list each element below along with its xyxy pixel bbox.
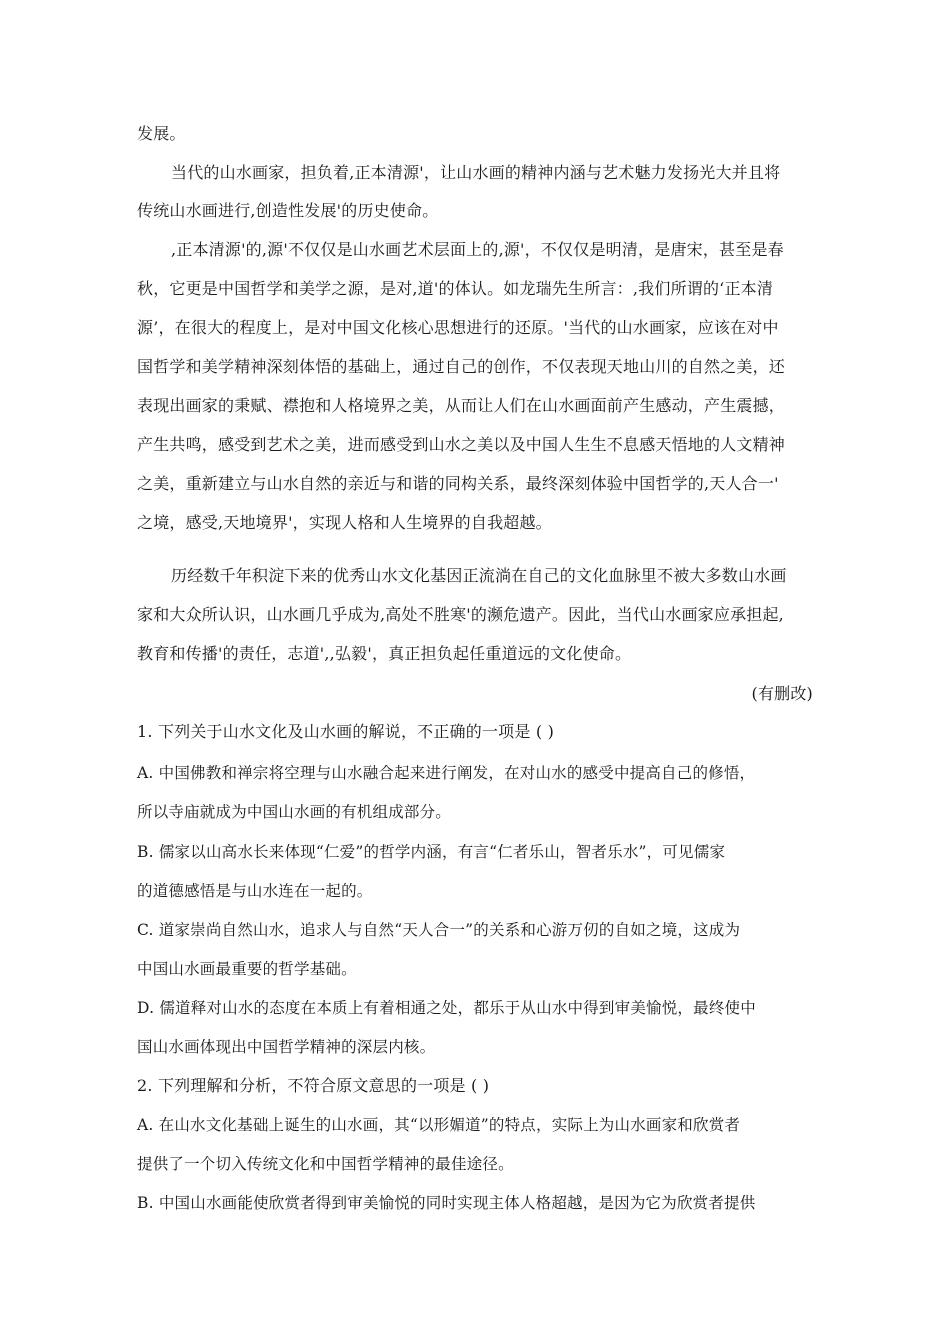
passage-line: 产生共鸣，感受到艺术之美，进而感受到山水之美以及中国人生生不息感天悟地的人文精神: [137, 435, 786, 454]
passage-line: 表现出画家的秉赋、襟抱和人格境界之美，从而让人们在山水画面前产生感动，产生震撼，: [137, 396, 786, 415]
passage-line: 传统山水画进行,创造性发展'的历史使命。: [137, 201, 439, 220]
passage-line: ,正本清源'的,源'不仅仅是山水画艺术层面上的,源'，不仅仅是明清，是唐宋，甚至是春: [171, 240, 784, 259]
passage-line: 历经数千年积淀下来的优秀山水文化基因正流淌在自己的文化血脉里不被大多数山水画: [171, 566, 787, 585]
passage-line: 家和大众所认识，山水画几乎成为,高处不胜寒'的濒危遗产。因此，当代山水画家应承担起,: [137, 605, 784, 624]
passage-line: 源’，在很大的程度上，是对中国文化核心思想进行的还原。'当代的山水画家，应该在对中: [137, 318, 779, 337]
question-stem: 2. 下列理解和分析，不符合原文意思的一项是 ( ): [137, 1076, 490, 1095]
option-d-line: D. 儒道释对山水的态度在本质上有着相通之处，都乐于从山水中得到审美愉悦，最终使中: [137, 999, 756, 1017]
option-c-line: C. 道家崇尚自然山水，追求人与自然“天人合一”的关系和心游万仞的自如之境，这成为: [137, 921, 741, 939]
passage-line: 之美，重新建立与山水自然的亲近与和谐的同构关系，最终深刻体验中国哲学的,天人合一': [137, 474, 779, 493]
passage-line: 当代的山水画家，担负着,正本清源'，让山水画的精神内涵与艺术魅力发扬光大并且将: [171, 163, 781, 182]
option-d-line: 国山水画体现出中国哲学精神的深层内核。: [137, 1038, 436, 1056]
option-a-line: A. 在山水文化基础上诞生的山水画，其“以形媚道”的特点，实际上为山水画家和欣赏者: [137, 1116, 741, 1134]
option-b-line: B. 儒家以山高水长来体现“仁爱”的哲学内涵，有言“仁者乐山，智者乐水”，可见儒家: [137, 843, 726, 861]
passage-line: 秋，它更是中国哲学和美学之源，是对,道'的体认。如龙瑞先生所言：,我们所谓的‘正本清: [137, 279, 774, 298]
passage-line: 之境，感受,天地境界'，实现人格和人生境界的自我超越。: [137, 513, 552, 532]
option-a-line: A. 中国佛教和禅宗将空理与山水融合起来进行阐发，在对山水的感受中提高自己的修悟，: [137, 764, 756, 782]
source-note: (有删改): [751, 684, 813, 703]
passage-line: 发展。: [137, 124, 186, 143]
option-c-line: 中国山水画最重要的哲学基础。: [137, 960, 357, 978]
option-a-line: 提供了一个切入传统文化和中国哲学精神的最佳途径。: [137, 1155, 514, 1173]
option-b-line: 的道德感悟是与山水连在一起的。: [137, 882, 373, 900]
passage-line: 教育和传播'的责任，志道',,弘毅'，真正担负起任重道远的文化使命。: [137, 644, 632, 663]
passage-line: 国哲学和美学精神深刻体悟的基础上，通过自己的创作，不仅表现天地山川的自然之美，还: [137, 357, 786, 376]
option-a-line: 所以寺庙就成为中国山水画的有机组成部分。: [137, 803, 452, 821]
option-b-line: B. 中国山水画能使欣赏者得到审美愉悦的同时实现主体人格超越，是因为它为欣赏者提供: [137, 1194, 756, 1212]
question-stem: 1. 下列关于山水文化及山水画的解说，不正确的一项是 ( ): [137, 722, 555, 741]
